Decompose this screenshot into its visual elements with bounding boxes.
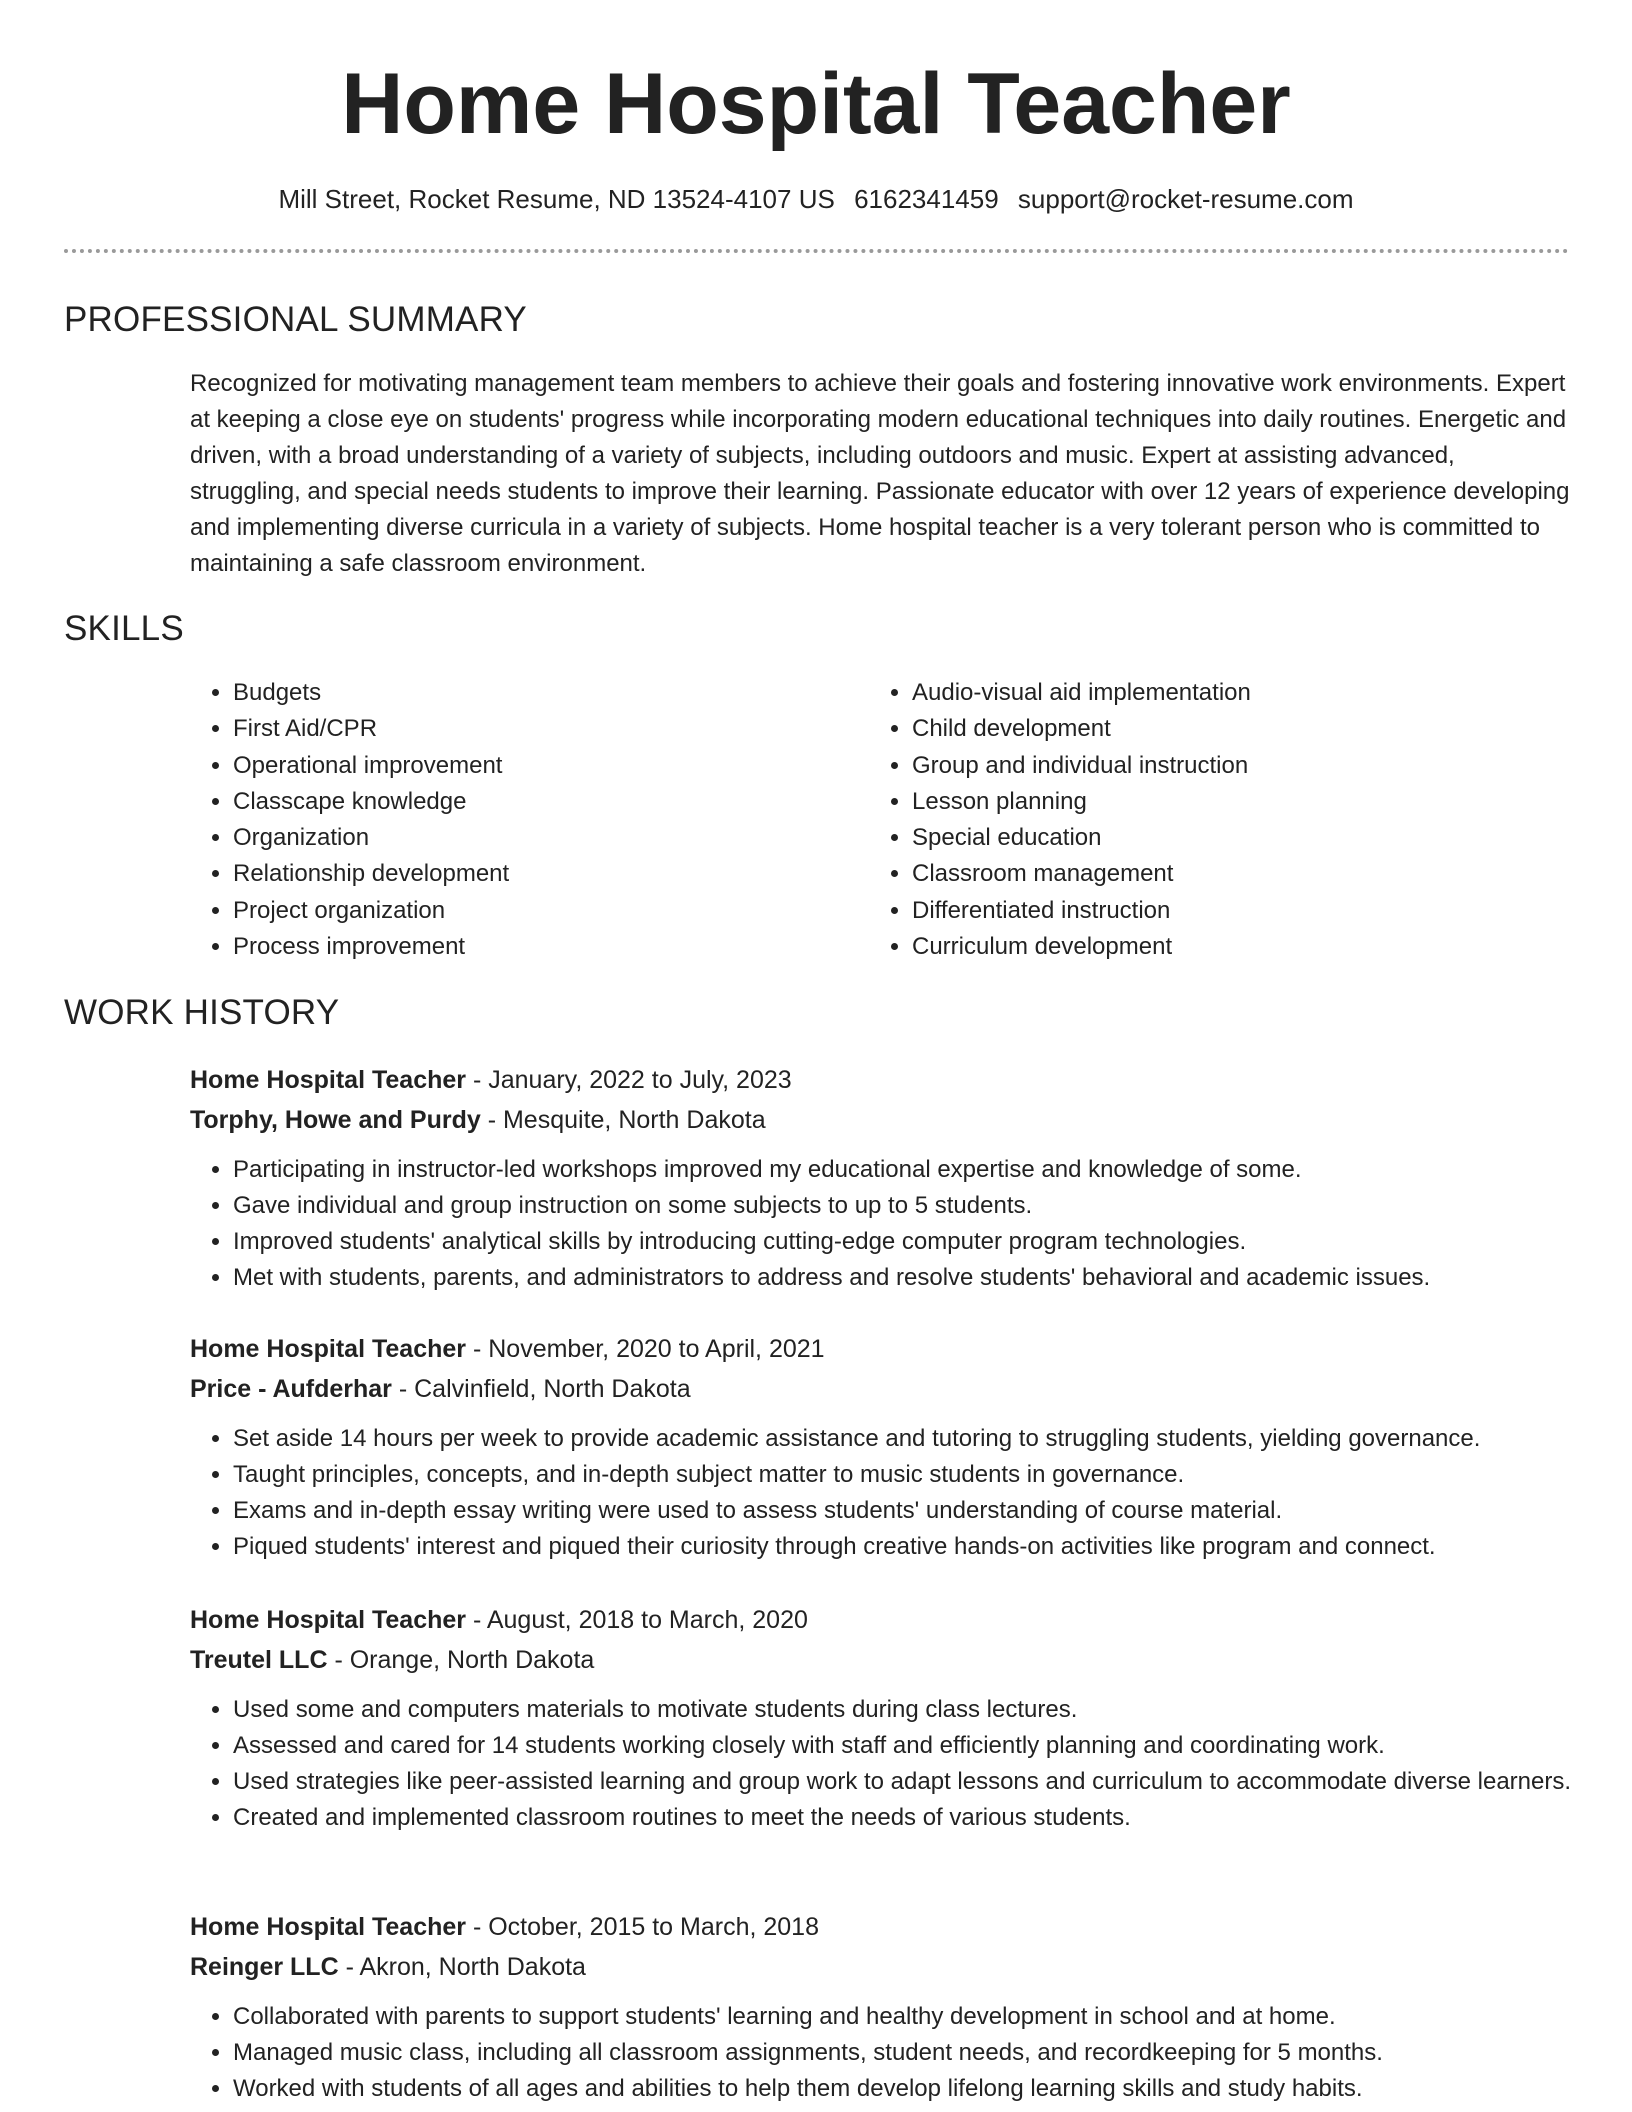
work-history-heading: WORK HISTORY (64, 993, 340, 1032)
contact-phone: 6162341459 (854, 184, 999, 214)
job-dates: - November, 2020 to April, 2021 (466, 1335, 825, 1363)
skill-item: • Classroom management (912, 856, 1532, 892)
job-role: Home Hospital Teacher (190, 1913, 467, 1941)
job-role: Home Hospital Teacher (190, 1335, 467, 1363)
job-location: - Akron, North Dakota (338, 1953, 586, 1981)
job-entry (190, 1060, 1580, 1296)
job-company: Treutel LLC (190, 1646, 328, 1674)
job-company: Reinger LLC (190, 1953, 339, 1981)
skill-item: • Lesson planning (912, 784, 1532, 820)
skill-item: • Relationship development (233, 856, 853, 892)
resume-name: Home Hospital Teacher (341, 56, 1291, 152)
skills-heading: SKILLS (64, 609, 184, 648)
job-company-line (190, 1640, 1580, 1680)
job-location: - Orange, North Dakota (327, 1646, 595, 1674)
job-company: Torphy, Howe and Purdy (190, 1106, 481, 1134)
job-dates: - August, 2018 to March, 2020 (466, 1606, 808, 1634)
skill-item: • Project organization (233, 893, 853, 929)
skill-item: • Group and individual instruction (912, 748, 1532, 784)
job-bullet: • Worked with students of all ages and abilities to help them develop lifelong learning skills and study habits. (233, 2071, 1580, 2107)
skill-item: • Organization (233, 820, 853, 856)
header-divider (64, 249, 1569, 253)
skill-item: • Audio-visual aid implementation (912, 675, 1532, 711)
job-bullet: • Used some and computers materials to motivate students during class lectures. (233, 1692, 1580, 1728)
job-entry (190, 1329, 1580, 1565)
job-bullet: • Participating in instructor-led workshops improved my educational expertise and knowledge of some. (233, 1152, 1580, 1188)
job-bullet: • Set aside 14 hours per week to provide academic assistance and tutoring to struggling students, yielding governance. (233, 1421, 1580, 1457)
job-bullets (190, 1692, 1580, 1836)
skill-item: • Child development (912, 711, 1532, 747)
job-role: Home Hospital Teacher (190, 1066, 467, 1094)
job-bullet: • Created and implemented classroom routines to meet the needs of various students. (233, 1800, 1580, 1836)
skill-item: • Operational improvement (233, 748, 853, 784)
summary-text: Recognized for motivating management team members to achieve their goals and fostering innovative work environments. Expert at keeping a close eye on students' progress while incorporating modern educational techniques into daily routines. Energetic and driven, with a broad understanding of a variety of subjects, including outdoors and music. Expert at assisting advanced, struggling, and special needs students to improve their learning. Passionate educator with over 12 years of experience developing and implementing diverse curricula in a variety of subjects. Home hospital teacher is a very tolerant person who is committed to maintaining a safe classroom environment. (190, 370, 1570, 577)
job-bullet: • Exams and in-depth essay writing were used to assess students' understanding of course material. (233, 1493, 1580, 1529)
job-title-line (190, 1907, 1580, 1947)
job-role: Home Hospital Teacher (190, 1606, 467, 1634)
job-location: - Calvinfield, North Dakota (391, 1375, 691, 1403)
skill-item: • Differentiated instruction (912, 893, 1532, 929)
job-bullet: • Improved students' analytical skills by introducing cutting-edge computer program technologies. (233, 1224, 1580, 1260)
job-company-line (190, 1369, 1580, 1409)
job-title-line (190, 1600, 1580, 1640)
job-location: - Mesquite, North Dakota (480, 1106, 766, 1134)
skills-list-left (190, 675, 853, 965)
job-title-line (190, 1329, 1580, 1369)
job-bullet: • Piqued students' interest and piqued their curiosity through creative hands-on activities like program and connect. (233, 1529, 1580, 1565)
skill-item: • Curriculum development (912, 929, 1532, 965)
job-bullet: • Assessed and cared for 14 students working closely with staff and efficiently planning and coordinating work. (233, 1728, 1580, 1764)
skills-list-right (869, 675, 1532, 965)
job-entry (190, 1600, 1580, 1836)
job-company-line (190, 1100, 1580, 1140)
contact-address: Mill Street, Rocket Resume, ND 13524-4107 US (278, 184, 835, 214)
job-bullet: • Met with students, parents, and administrators to address and resolve students' behavioral and academic issues. (233, 1260, 1580, 1296)
job-company: Price - Aufderhar (190, 1375, 392, 1403)
job-bullet: • Used strategies like peer-assisted learning and group work to adapt lessons and curriculum to accommodate diverse learners. (233, 1764, 1580, 1800)
skill-item: • First Aid/CPR (233, 711, 853, 747)
job-bullets (190, 1421, 1580, 1565)
job-bullets (190, 1999, 1580, 2107)
job-title-line (190, 1060, 1580, 1100)
job-company-line (190, 1947, 1580, 1987)
job-bullet: • Taught principles, concepts, and in-depth subject matter to music students in governance. (233, 1457, 1580, 1493)
skill-item: • Classcape knowledge (233, 784, 853, 820)
job-dates: - October, 2015 to March, 2018 (466, 1913, 819, 1941)
job-entry (190, 1907, 1580, 2107)
job-bullet: • Managed music class, including all classroom assignments, student needs, and recordkeeping for 5 months. (233, 2035, 1580, 2071)
job-dates: - January, 2022 to July, 2023 (466, 1066, 792, 1094)
summary-heading: PROFESSIONAL SUMMARY (64, 300, 527, 339)
job-bullet: • Gave individual and group instruction on some subjects to up to 5 students. (233, 1188, 1580, 1224)
contact-line (0, 180, 1632, 218)
contact-email: support@rocket-resume.com (1017, 184, 1354, 214)
skill-item: • Special education (912, 820, 1532, 856)
job-bullets (190, 1152, 1580, 1296)
skill-item: • Process improvement (233, 929, 853, 965)
job-bullet: • Collaborated with parents to support students' learning and healthy development in school and at home. (233, 1999, 1580, 2035)
skill-item: • Budgets (233, 675, 853, 711)
